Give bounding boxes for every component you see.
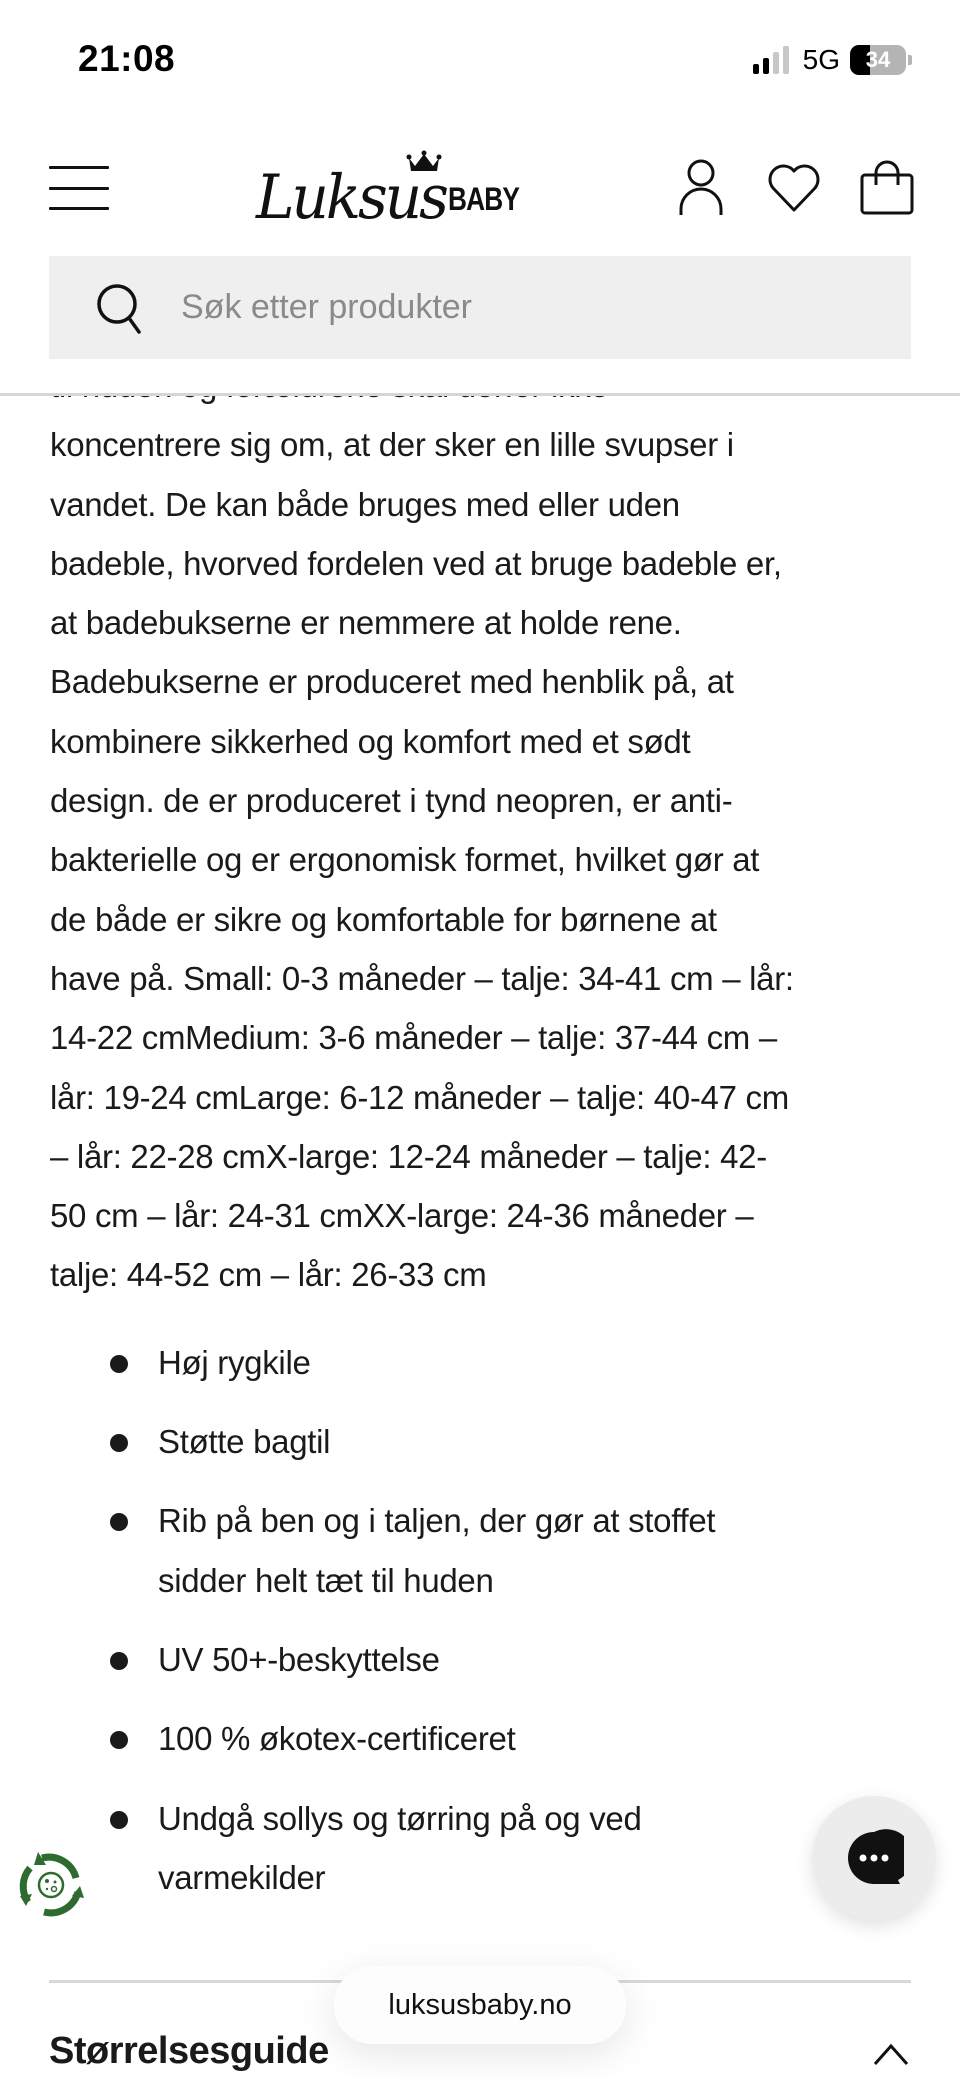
- logo-suffix-text: BABY: [447, 181, 519, 217]
- feature-item: UV 50+-beskyttelse: [50, 1630, 920, 1689]
- feature-item: Støtte bagtil: [50, 1412, 920, 1471]
- logo-script-text: Luksus: [256, 161, 446, 233]
- bullet-icon: [110, 1434, 128, 1452]
- bullet-icon: [110, 1652, 128, 1670]
- search-bar[interactable]: [49, 256, 911, 359]
- search-input[interactable]: [181, 288, 861, 327]
- accordion-title: Størrelsesguide: [49, 2030, 329, 2072]
- feature-item: Undgå sollys og tørring på og ved varmekilder: [50, 1789, 920, 1908]
- url-text: luksusbaby.no: [388, 1988, 572, 2021]
- chevron-up-icon[interactable]: [871, 2038, 911, 2068]
- search-icon[interactable]: [95, 282, 145, 334]
- status-indicators: [753, 44, 912, 76]
- feature-item: Høj rygkile: [50, 1333, 920, 1392]
- description-paragraph: koncentrere sig om, at der sker en lille svupser i vandet. De kan både bruges med eller uden badeble, hvorved fordelen ved at bruge badeble er, at badebukserne er nemmere at holde rene. Badebukserne er produceret med henblik på, at kombinere sikkerhed og komfort med et sødt design. de er produceret i tynd neopren, er anti- bakterielle og er ergonomisk formet, hvilket gør at de både er sikre og komfortable for børnene at have på. Small: 0-3 måneder – talje: 34-41 cm – lår: 14-22 cmMedium: 3-6 måneder – talje: 37-44 cm – lår: 19-24 cmLarge: 6-12 måneder – talje: 40-47 cm – lår: 22-28 cmX-large: 12-24 måneder – talje: 42- 50 cm – lår: 24-31 cmXX-large: 24-36 måneder – talje: 44-52 cm – lår: 26-33 cm: [50, 426, 794, 1294]
- user-icon[interactable]: [672, 158, 730, 218]
- chat-bubble-icon: [844, 1828, 904, 1888]
- battery-tip: [908, 55, 912, 65]
- feature-item: Rib på ben og i taljen, der gør at stoffet sidder helt tæt til huden: [50, 1491, 920, 1610]
- bullet-icon: [110, 1513, 128, 1531]
- status-bar: [0, 0, 960, 110]
- site-logo[interactable]: [256, 146, 536, 233]
- product-description: [50, 356, 920, 1927]
- bullet-icon: [110, 1731, 128, 1749]
- network-type: 5G: [802, 44, 840, 75]
- status-time: 21:08: [78, 38, 176, 79]
- battery-level: 34: [865, 47, 891, 72]
- shopping-bag-icon[interactable]: [858, 158, 916, 218]
- bullet-icon: [110, 1811, 128, 1829]
- recycle-icon: [14, 1848, 88, 1922]
- cellular-signal-icon: [753, 46, 789, 74]
- bullet-icon: [110, 1355, 128, 1373]
- feature-list: [50, 1333, 920, 1907]
- feature-item: 100 % økotex-certificeret: [50, 1709, 920, 1768]
- hamburger-menu-icon[interactable]: [49, 166, 109, 210]
- chat-button[interactable]: [812, 1796, 936, 1920]
- browser-url-pill[interactable]: [334, 1966, 626, 2044]
- battery-icon: [850, 45, 906, 75]
- site-header: [0, 110, 960, 396]
- heart-icon[interactable]: [765, 158, 823, 218]
- recycle-badge[interactable]: [14, 1848, 88, 1922]
